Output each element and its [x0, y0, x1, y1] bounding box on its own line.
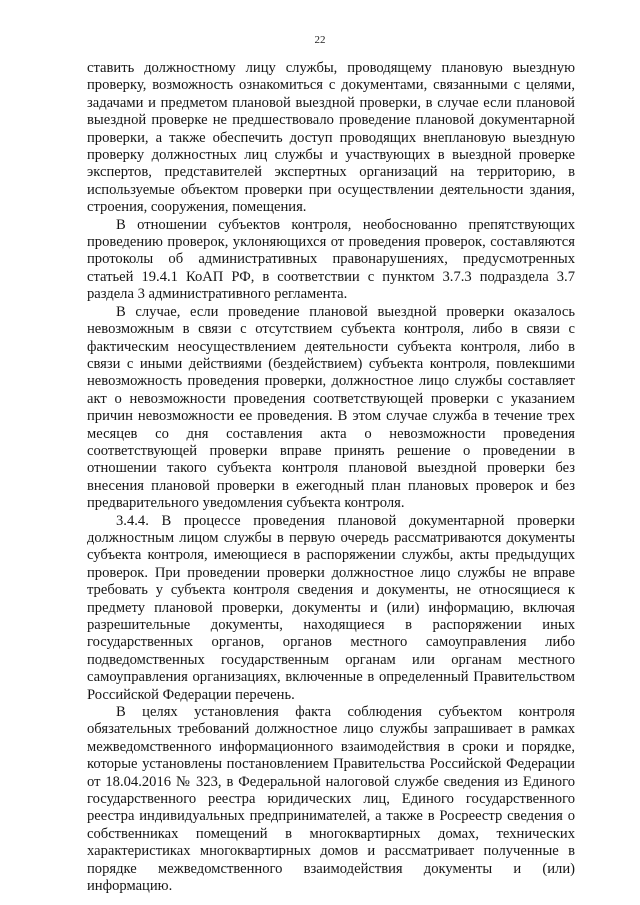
paragraph-impossibility-act: В случае, если проведение плановой выездной проверки оказалось невозможным в связи с отсутствием субъекта контроля, либо в связи с фактическим неосуществлением деятельности субъекта контроля, либо в связи с иными действиями (бездействием) субъекта контроля, повлекшими невозможность проведения проверки, должностное лицо службы составляет акт о невозможности проведения соответствующей проверки с указанием причин невозможности ее проведения. В этом случае служба в течение трех месяцев со дня составления акта о невозможности проведения соответствующей проверки вправе принять решение о проведении в отношении такого субъекта контроля плановой выездной проверки без внесения плановой проверки в ежегодный план плановых проверок и без предварительного уведомления субъекта контроля.: [87, 303, 575, 512]
paragraph-interagency-requests: В целях установления факта соблюдения субъектом контроля обязательных требований должностное лицо службы запрашивает в рамках межведомственного информационного взаимодействия в сроки и порядке, которые установлены постановлением Правительства Российской Федерации от 18.04.2016 № 323, в Федеральной налоговой службе сведения из Единого государственного реестра юридических лиц, Единого государственного реестра индивидуальных предпринимателей, а также в Росреестр сведения о собственниках помещений в многоквартирных домах, технических характеристиках многоквартирных домов и рассматривает полученные в порядке межведомственного взаимодействия документы и (или) информацию.: [87, 704, 575, 895]
document-body: [87, 60, 575, 896]
paragraph-obstruction-protocols: В отношении субъектов контроля, необоснованно препятствующих проведению проверок, уклоняющихся от проведения проверок, составляются протоколы об административных правонарушениях, предусмотренных статьей 19.4.1 КоАП РФ, в соответствии с пунктом 3.7.3 подраздела 3.7 раздела 3 административного регламента.: [87, 216, 575, 303]
page-number: 22: [314, 34, 326, 46]
paragraph-3-4-4: 3.4.4. В процессе проведения плановой документарной проверки должностным лицом службы в первую очередь рассматриваются документы субъекта контроля, имеющиеся в распоряжении службы, акты предыдущих проверок. При проведении проверки должностное лицо службы не вправе требовать у субъекта контроля сведения и документы, не относящиеся к предмету плановой проверки, документы и (или) информацию, включая разрешительные документы, находящиеся в распоряжении иных государственных органов, органов местного самоуправления либо подведомственных государственным органам или органам местного самоуправления организациях, включенные в определенный Правительством Российской Федерации перечень.: [87, 512, 575, 703]
paragraph-continuation: ставить должностному лицу службы, проводящему плановую выездную проверку, возможность ознакомиться с документами, связанными с целями, задачами и предметом плановой выездной проверки, в случае если плановой выездной проверке не предшествовало проведение плановой документарной проверки, а также обеспечить доступ проводящих внеплановую выездную проверку должностных лиц службы и участвующих в выездной проверке экспертов, представителей экспертных организаций на территорию, в используемые объектом проверки при осуществлении деятельности здания, строения, сооружения, помещения.: [87, 60, 575, 216]
